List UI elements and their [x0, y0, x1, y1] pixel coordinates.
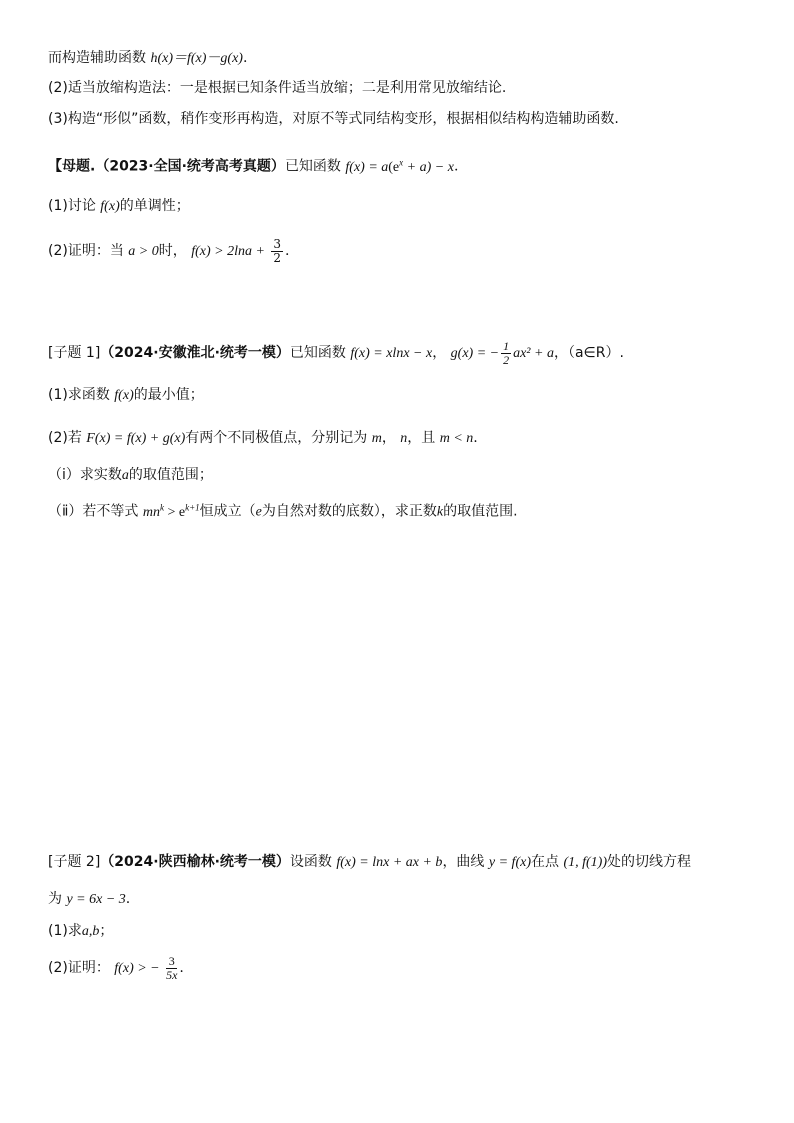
- sub2-stem: [子题 2]（2024·陕西榆林·统考一模）设函数 f(x) = lnx + ax + b，曲线 y = f(x)在点 (1, f(1))处的切线方程: [48, 854, 691, 870]
- sub2-question-1: (1)求a,b；: [48, 923, 114, 939]
- mother-problem-stem: 【母题.（2023·全国·统考高考真题）已知函数 $f(x) = a(e^x + a) - x$.: [48, 157, 459, 175]
- sub1-question-2-i: （ⅰ）求实数a的取值范围；: [48, 467, 213, 483]
- inequality: f(x) > 2lna +: [191, 244, 265, 259]
- function-symbol: f(x): [100, 199, 120, 214]
- mother-problem-tag: 【母题.: [48, 158, 96, 175]
- domain-condition: ，（a∈R）.: [553, 345, 624, 361]
- fraction: $\frac{3}{5x}$: [166, 953, 178, 982]
- function-definition: $f(x) = a(e^x + a) - x$: [345, 157, 454, 175]
- inequality: f(x) > −: [114, 961, 160, 976]
- sub1-tag: [子题 1]: [48, 345, 101, 361]
- fraction: $\frac{3}{2}$: [273, 236, 282, 265]
- condition: a > 0: [128, 244, 159, 259]
- sub1-source: （2024·安徽淮北·统考一模）: [100, 345, 290, 361]
- intro-line-3: (3)构造“形似”函数，稍作变形再构造，对原不等式同结构变形，根据相似结构构造辅助函数.: [48, 111, 619, 127]
- f-definition: f(x) = xlnx − x: [350, 346, 433, 361]
- sub2-question-2: (2)证明： f(x) > − $\frac{3}{5x}$ .: [48, 953, 184, 982]
- sub1-question-1: (1)求函数 f(x)的最小值；: [48, 387, 204, 403]
- sub1-stem: [子题 1]（2024·安徽淮北·统考一模）已知函数 f(x) = xlnx − x， g(x) = − $\frac{1}{2}$ ax² + a，（a∈R）.: [48, 339, 624, 368]
- mother-question-2: (2)证明：当 a > 0时， f(x) > 2lna + $\frac{3}{2}$ .: [48, 236, 290, 265]
- g-definition: g(x) = − $\frac{1}{2}$ ax² + a: [450, 339, 554, 368]
- sub1-question-2: (2)若 F(x) = f(x) + g(x)有两个不同极值点，分别记为 m， n，且 m < n.: [48, 430, 478, 446]
- intro-text: 而构造辅助函数: [48, 50, 146, 66]
- sub2-source: （2024·陕西榆林·统考一模）: [100, 854, 290, 870]
- sub2-tag: [子题 2]: [48, 854, 101, 870]
- inequality: $mn^k > e^{k+1}$: [142, 502, 200, 520]
- intro-line-2: (2)适当放缩构造法：一是根据已知条件适当放缩；二是利用常见放缩结论.: [48, 80, 507, 96]
- aux-function-formula: h(x)＝f(x)－g(x): [150, 51, 243, 66]
- mother-problem-source: （2023·全国·统考高考真题）: [95, 158, 285, 175]
- mother-question-1: (1)讨论 f(x)的单调性；: [48, 198, 190, 214]
- F-definition: F(x) = f(x) + g(x): [86, 431, 186, 446]
- period: .: [242, 50, 248, 66]
- sub2-stem-line-2: 为 y = 6x − 3.: [48, 891, 131, 907]
- tangent-line: y = 6x − 3: [66, 892, 126, 907]
- stem-text: 已知函数: [284, 158, 341, 175]
- f-definition: f(x) = lnx + ax + b: [336, 855, 443, 870]
- intro-line-1: [48, 48, 247, 69]
- sub1-question-2-ii: （ⅱ）若不等式 $mn^k > e^{k+1}$恒成立（e为自然对数的底数），求正数k的取值范围.: [48, 502, 518, 520]
